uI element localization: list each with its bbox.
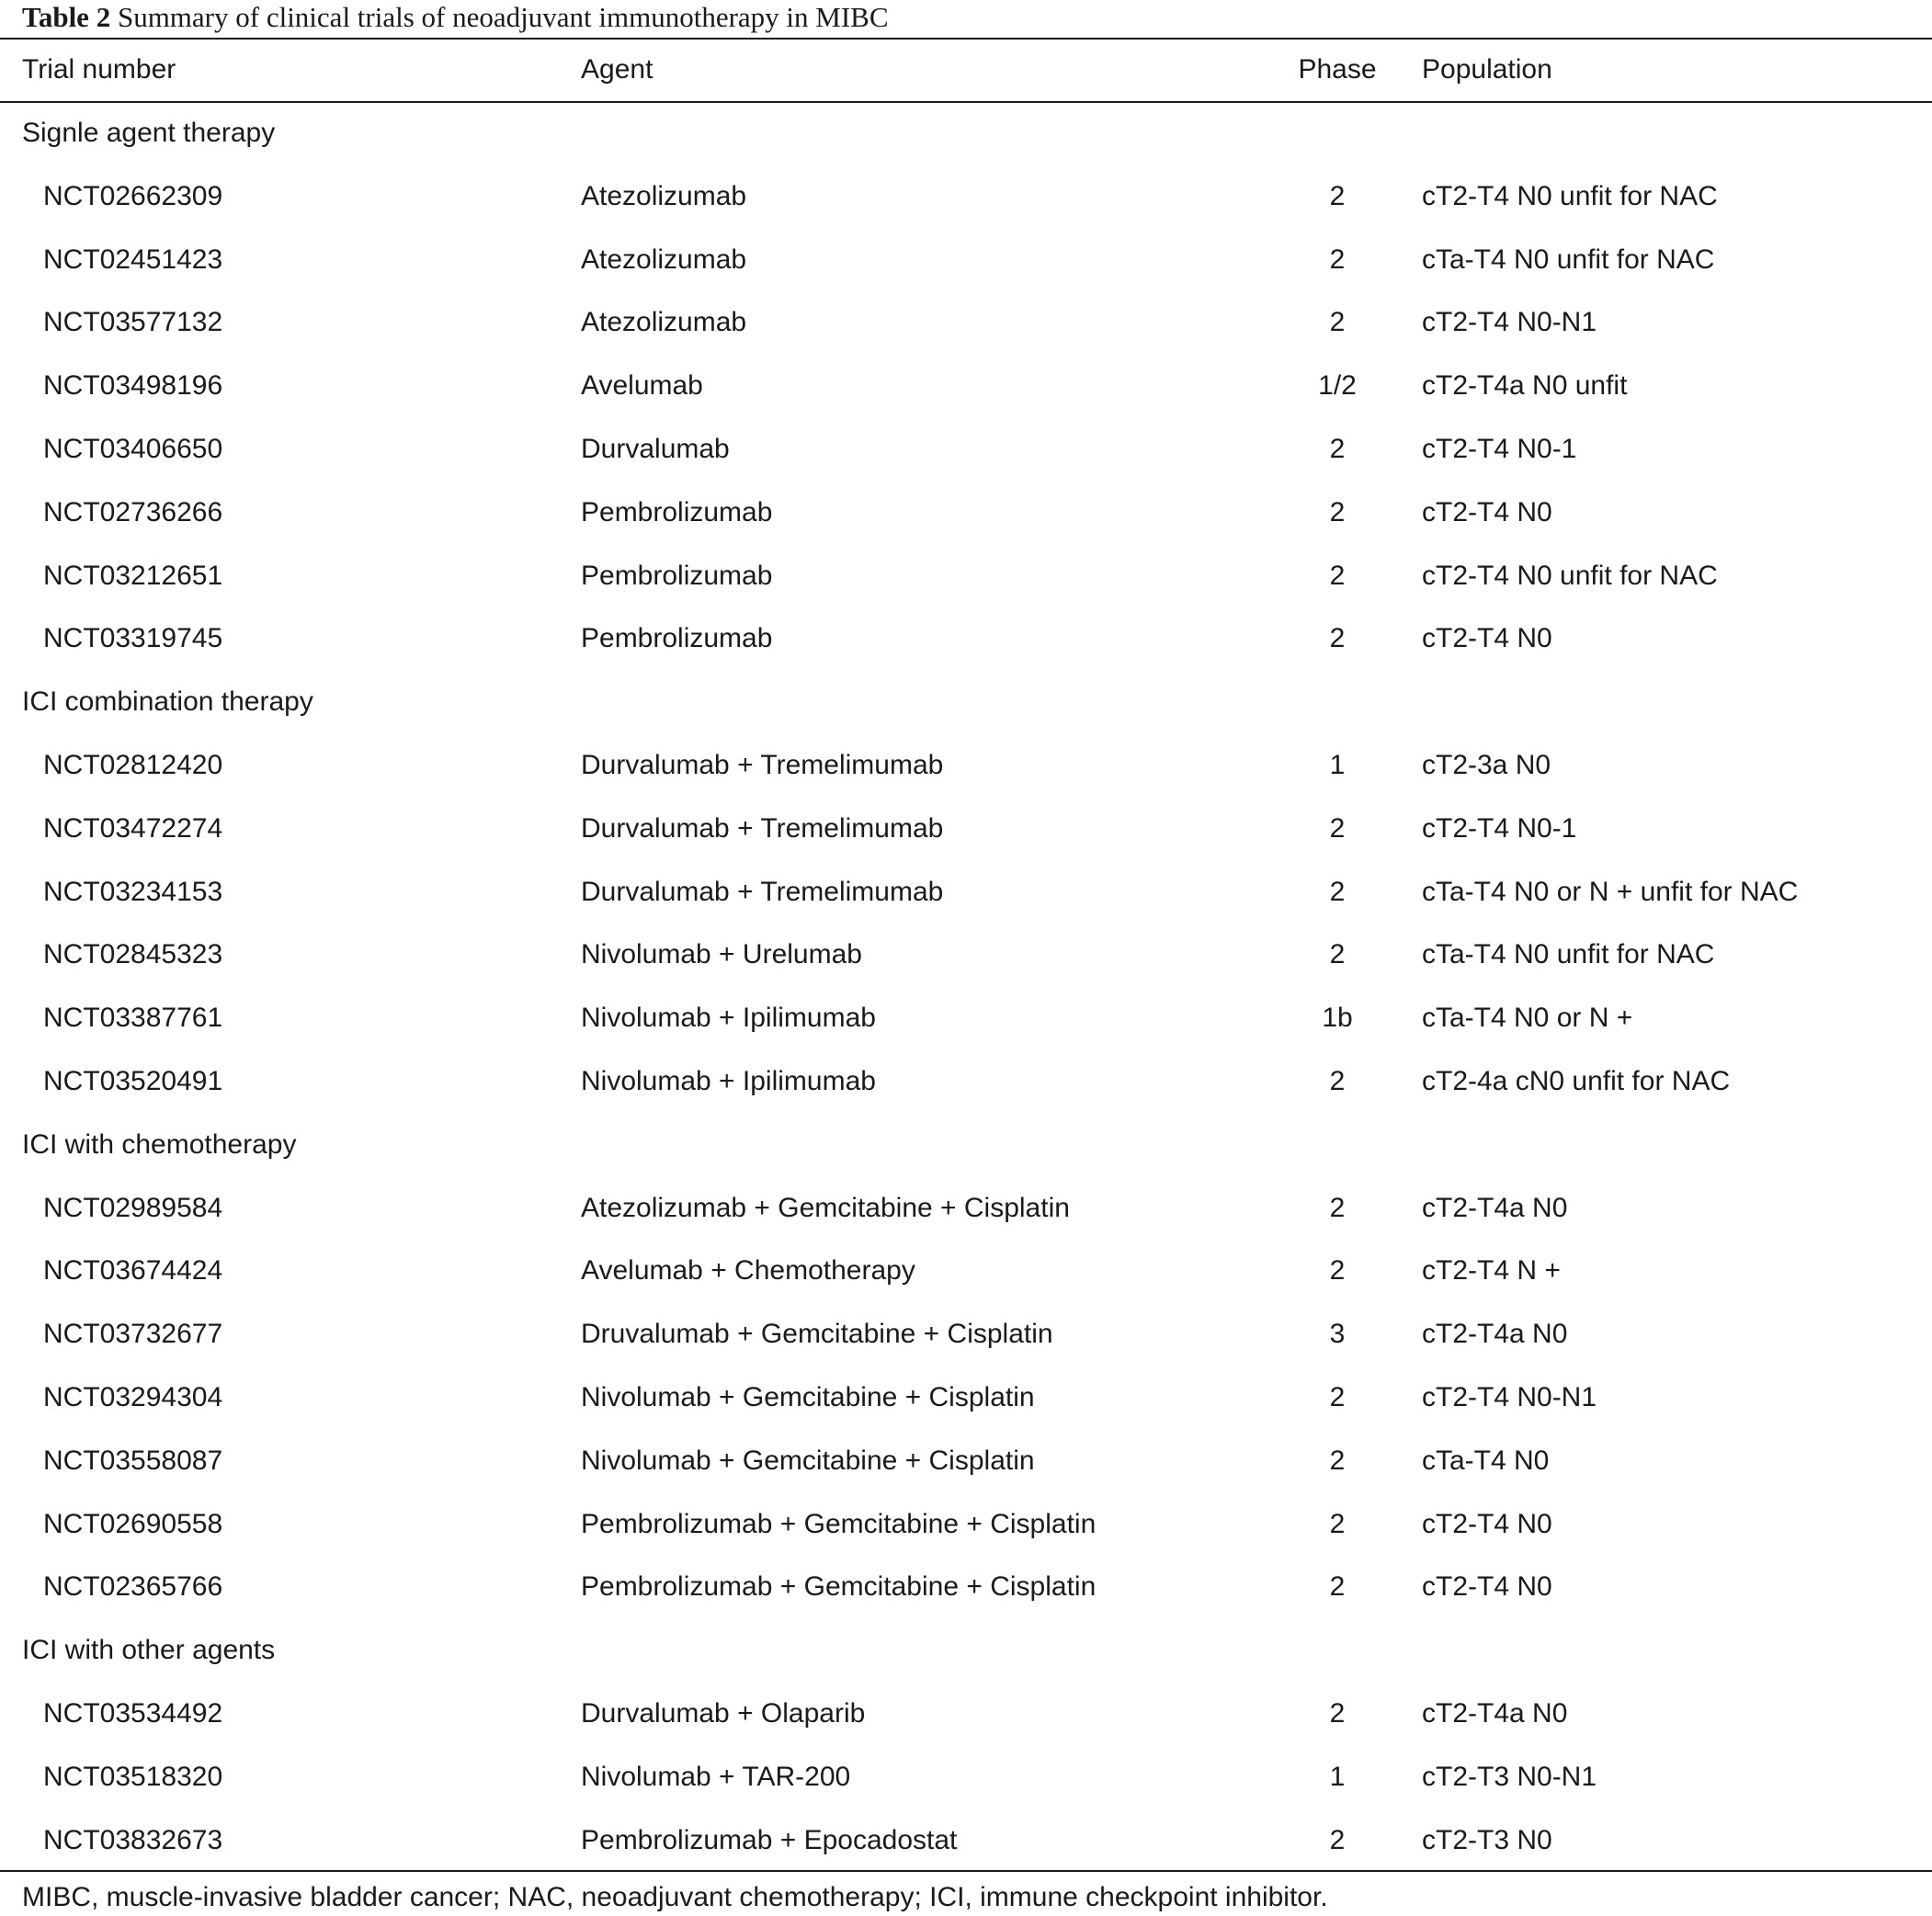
phase-cell: 2 [1329, 1066, 1346, 1096]
trial-number-cell: NCT03406650 [43, 434, 223, 464]
population-cell: cT2-T4 N0 [1422, 497, 1552, 527]
agent-cell: Pembrolizumab + Epocadostat [581, 1825, 958, 1855]
population-cell: cT2-4a cN0 unfit for NAC [1422, 1066, 1731, 1096]
trial-number-cell: NCT03294304 [43, 1382, 223, 1412]
phase-cell: 2 [1329, 497, 1346, 527]
trial-number-cell: NCT03234153 [43, 877, 223, 907]
population-cell: cT2-T4 N0 [1422, 623, 1552, 653]
population-cell: cT2-T4 N0 [1422, 1509, 1552, 1539]
population-cell: cT2-T3 N0-N1 [1422, 1762, 1597, 1792]
population-cell: cTa-T4 N0 unfit for NAC [1422, 939, 1715, 969]
phase-cell: 3 [1329, 1319, 1346, 1349]
trial-number-cell: NCT02989584 [43, 1193, 223, 1223]
trial-number-cell: NCT02812420 [43, 750, 223, 780]
agent-cell: Pembrolizumab [581, 623, 773, 653]
agent-cell: Atezolizumab + Gemcitabine + Cisplatin [581, 1193, 1070, 1223]
agent-cell: Avelumab [581, 370, 703, 401]
agent-cell: Atezolizumab [581, 181, 747, 211]
population-cell: cT2-3a N0 [1422, 750, 1551, 780]
header-population: Population [1422, 54, 1552, 85]
bottom-rule [0, 1870, 1932, 1872]
agent-cell: Avelumab + Chemotherapy [581, 1255, 915, 1286]
phase-cell: 1/2 [1318, 370, 1357, 401]
agent-cell: Pembrolizumab + Gemcitabine + Cisplatin [581, 1509, 1097, 1539]
phase-cell: 1b [1322, 1003, 1353, 1033]
phase-cell: 2 [1329, 434, 1346, 464]
phase-cell: 2 [1329, 307, 1346, 337]
agent-cell: Durvalumab + Tremelimumab [581, 877, 944, 907]
agent-cell: Pembrolizumab + Gemcitabine + Cisplatin [581, 1571, 1097, 1602]
agent-cell: Nivolumab + Gemcitabine + Cisplatin [581, 1382, 1035, 1412]
table-caption [22, 0, 889, 35]
phase-cell: 1 [1329, 750, 1346, 780]
section-title: Signle agent therapy [22, 118, 276, 148]
population-cell: cT2-T4a N0 unfit [1422, 370, 1628, 401]
population-cell: cTa-T4 N0 [1422, 1446, 1550, 1476]
trial-number-cell: NCT03520491 [43, 1066, 223, 1096]
phase-cell: 2 [1329, 939, 1346, 969]
phase-cell: 2 [1329, 244, 1346, 275]
population-cell: cT2-T4 N0-1 [1422, 813, 1577, 844]
trial-number-cell: NCT02451423 [43, 244, 223, 275]
trial-number-cell: NCT03387761 [43, 1003, 223, 1033]
trial-number-cell: NCT03534492 [43, 1698, 223, 1729]
population-cell: cT2-T4a N0 [1422, 1193, 1568, 1223]
header-phase: Phase [1298, 54, 1377, 85]
population-cell: cT2-T3 N0 [1422, 1825, 1552, 1855]
phase-cell: 2 [1329, 1255, 1346, 1286]
trial-number-cell: NCT02662309 [43, 181, 223, 211]
population-cell: cT2-T4 N0-1 [1422, 434, 1577, 464]
trial-number-cell: NCT03674424 [43, 1255, 223, 1286]
phase-cell: 2 [1329, 1382, 1346, 1412]
agent-cell: Nivolumab + TAR-200 [581, 1762, 851, 1792]
phase-cell: 2 [1329, 1193, 1346, 1223]
agent-cell: Atezolizumab [581, 307, 747, 337]
population-cell: cTa-T4 N0 or N + unfit for NAC [1422, 877, 1799, 907]
population-cell: cT2-T4 N0-N1 [1422, 1382, 1597, 1412]
trial-number-cell: NCT02845323 [43, 939, 223, 969]
agent-cell: Nivolumab + Urelumab [581, 939, 862, 969]
population-cell: cTa-T4 N0 or N + [1422, 1003, 1633, 1033]
population-cell: cT2-T4 N0-N1 [1422, 307, 1597, 337]
trial-number-cell: NCT02365766 [43, 1571, 223, 1602]
phase-cell: 2 [1329, 877, 1346, 907]
phase-cell: 2 [1329, 813, 1346, 844]
agent-cell: Durvalumab + Olaparib [581, 1698, 866, 1729]
trial-number-cell: NCT03212651 [43, 561, 223, 591]
trial-number-cell: NCT02736266 [43, 497, 223, 527]
trial-number-cell: NCT03518320 [43, 1762, 223, 1792]
agent-cell: Nivolumab + Gemcitabine + Cisplatin [581, 1446, 1035, 1476]
section-title: ICI combination therapy [22, 686, 313, 717]
trial-number-cell: NCT03319745 [43, 623, 223, 653]
phase-cell: 2 [1329, 561, 1346, 591]
trial-number-cell: NCT03472274 [43, 813, 223, 844]
agent-cell: Druvalumab + Gemcitabine + Cisplatin [581, 1319, 1053, 1349]
population-cell: cT2-T4a N0 [1422, 1698, 1568, 1729]
trial-number-cell: NCT03498196 [43, 370, 223, 401]
agent-cell: Nivolumab + Ipilimumab [581, 1003, 876, 1033]
phase-cell: 2 [1329, 1571, 1346, 1602]
header-rule [0, 101, 1932, 103]
agent-cell: Atezolizumab [581, 244, 747, 275]
population-cell: cTa-T4 N0 unfit for NAC [1422, 244, 1715, 275]
section-title: ICI with other agents [22, 1635, 276, 1665]
agent-cell: Pembrolizumab [581, 561, 773, 591]
agent-cell: Durvalumab + Tremelimumab [581, 750, 944, 780]
table-footnote: MIBC, muscle-invasive bladder cancer; NAC, neoadjuvant chemotherapy; ICI, immune checkpoint inhibitor. [22, 1882, 1328, 1912]
trial-number-cell: NCT03732677 [43, 1319, 223, 1349]
phase-cell: 1 [1329, 1762, 1346, 1792]
phase-cell: 2 [1329, 1825, 1346, 1855]
trial-number-cell: NCT03577132 [43, 307, 223, 337]
section-title: ICI with chemotherapy [22, 1129, 297, 1160]
population-cell: cT2-T4 N0 unfit for NAC [1422, 561, 1718, 591]
phase-cell: 2 [1329, 1446, 1346, 1476]
population-cell: cT2-T4 N0 unfit for NAC [1422, 181, 1718, 211]
trial-number-cell: NCT02690558 [43, 1509, 223, 1539]
phase-cell: 2 [1329, 1698, 1346, 1729]
caption-text: Summary of clinical trials of neoadjuvant immunotherapy in MIBC [117, 1, 889, 33]
population-cell: cT2-T4 N + [1422, 1255, 1561, 1286]
phase-cell: 2 [1329, 181, 1346, 211]
agent-cell: Pembrolizumab [581, 497, 773, 527]
phase-cell: 2 [1329, 1509, 1346, 1539]
population-cell: cT2-T4 N0 [1422, 1571, 1552, 1602]
agent-cell: Durvalumab [581, 434, 730, 464]
agent-cell: Nivolumab + Ipilimumab [581, 1066, 876, 1096]
header-trial-number: Trial number [22, 54, 176, 85]
phase-cell: 2 [1329, 623, 1346, 653]
trial-number-cell: NCT03558087 [43, 1446, 223, 1476]
agent-cell: Durvalumab + Tremelimumab [581, 813, 944, 844]
trial-number-cell: NCT03832673 [43, 1825, 223, 1855]
caption-label: Table 2 [22, 1, 111, 33]
top-rule [0, 38, 1932, 40]
header-agent: Agent [581, 54, 653, 85]
population-cell: cT2-T4a N0 [1422, 1319, 1568, 1349]
